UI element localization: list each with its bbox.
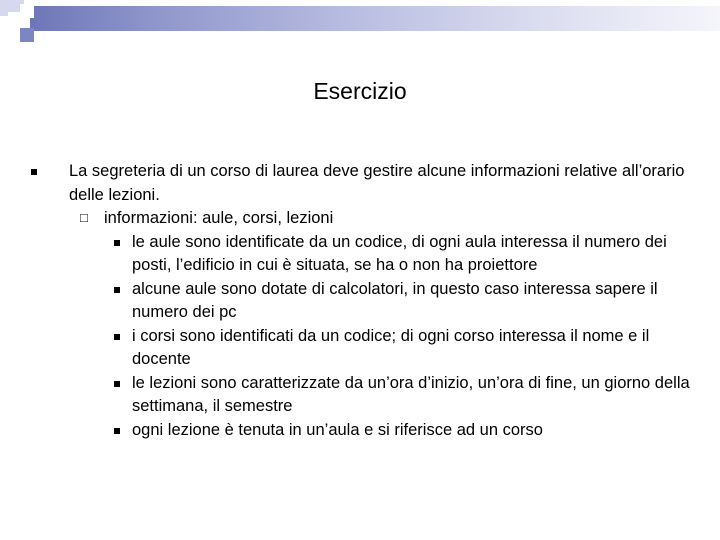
intro-item [69,160,689,207]
decorative-square-white-2 [20,4,34,18]
list-item [132,419,697,443]
slide-title: Esercizio [313,78,407,104]
list-item-text: i corsi sono identificati da un codice; di ogni corso interessa il nome e il docente [132,326,650,368]
filled-square-bullet-icon [114,428,120,434]
list-item-text: ogni lezione è tenuta in un’aula e si riferisce ad un corso [132,420,543,439]
filled-square-bullet-icon [31,169,37,175]
filled-square-bullet-icon [114,287,120,293]
list-item [132,278,697,325]
filled-square-bullet-icon [114,240,120,246]
list-item [132,231,697,278]
filled-square-bullet-icon [114,334,120,340]
list-item [132,325,697,372]
sub-item-text: informazioni: aule, corsi, lezioni [104,209,334,227]
filled-square-bullet-icon [114,381,120,387]
decorative-square-blue [20,28,34,42]
hollow-square-bullet-icon: □ [80,210,88,225]
header-gradient-band [30,6,720,31]
list-item-text: le aule sono identificate da un codice, di ogni aula interessa il numero dei posti, l’edificio in cui è situata, se ha o non ha proiettore [132,232,667,274]
header-decoration [0,0,720,50]
list-item [132,372,697,419]
list-item-text: le lezioni sono caratterizzate da un’ora d’inizio, un’ora di fine, un giorno della settimana, il semestre [132,373,690,415]
slide-content [0,160,720,442]
decorative-square-white-3 [0,28,16,42]
list-item-text: alcune aule sono dotate di calcolatori, in questo caso interessa sapere il numero dei pc [132,279,658,321]
intro-text: La segreteria di un corso di laurea deve gestire alcune informazioni relative all’orario delle lezioni. [69,162,685,204]
sub-item [80,207,694,231]
